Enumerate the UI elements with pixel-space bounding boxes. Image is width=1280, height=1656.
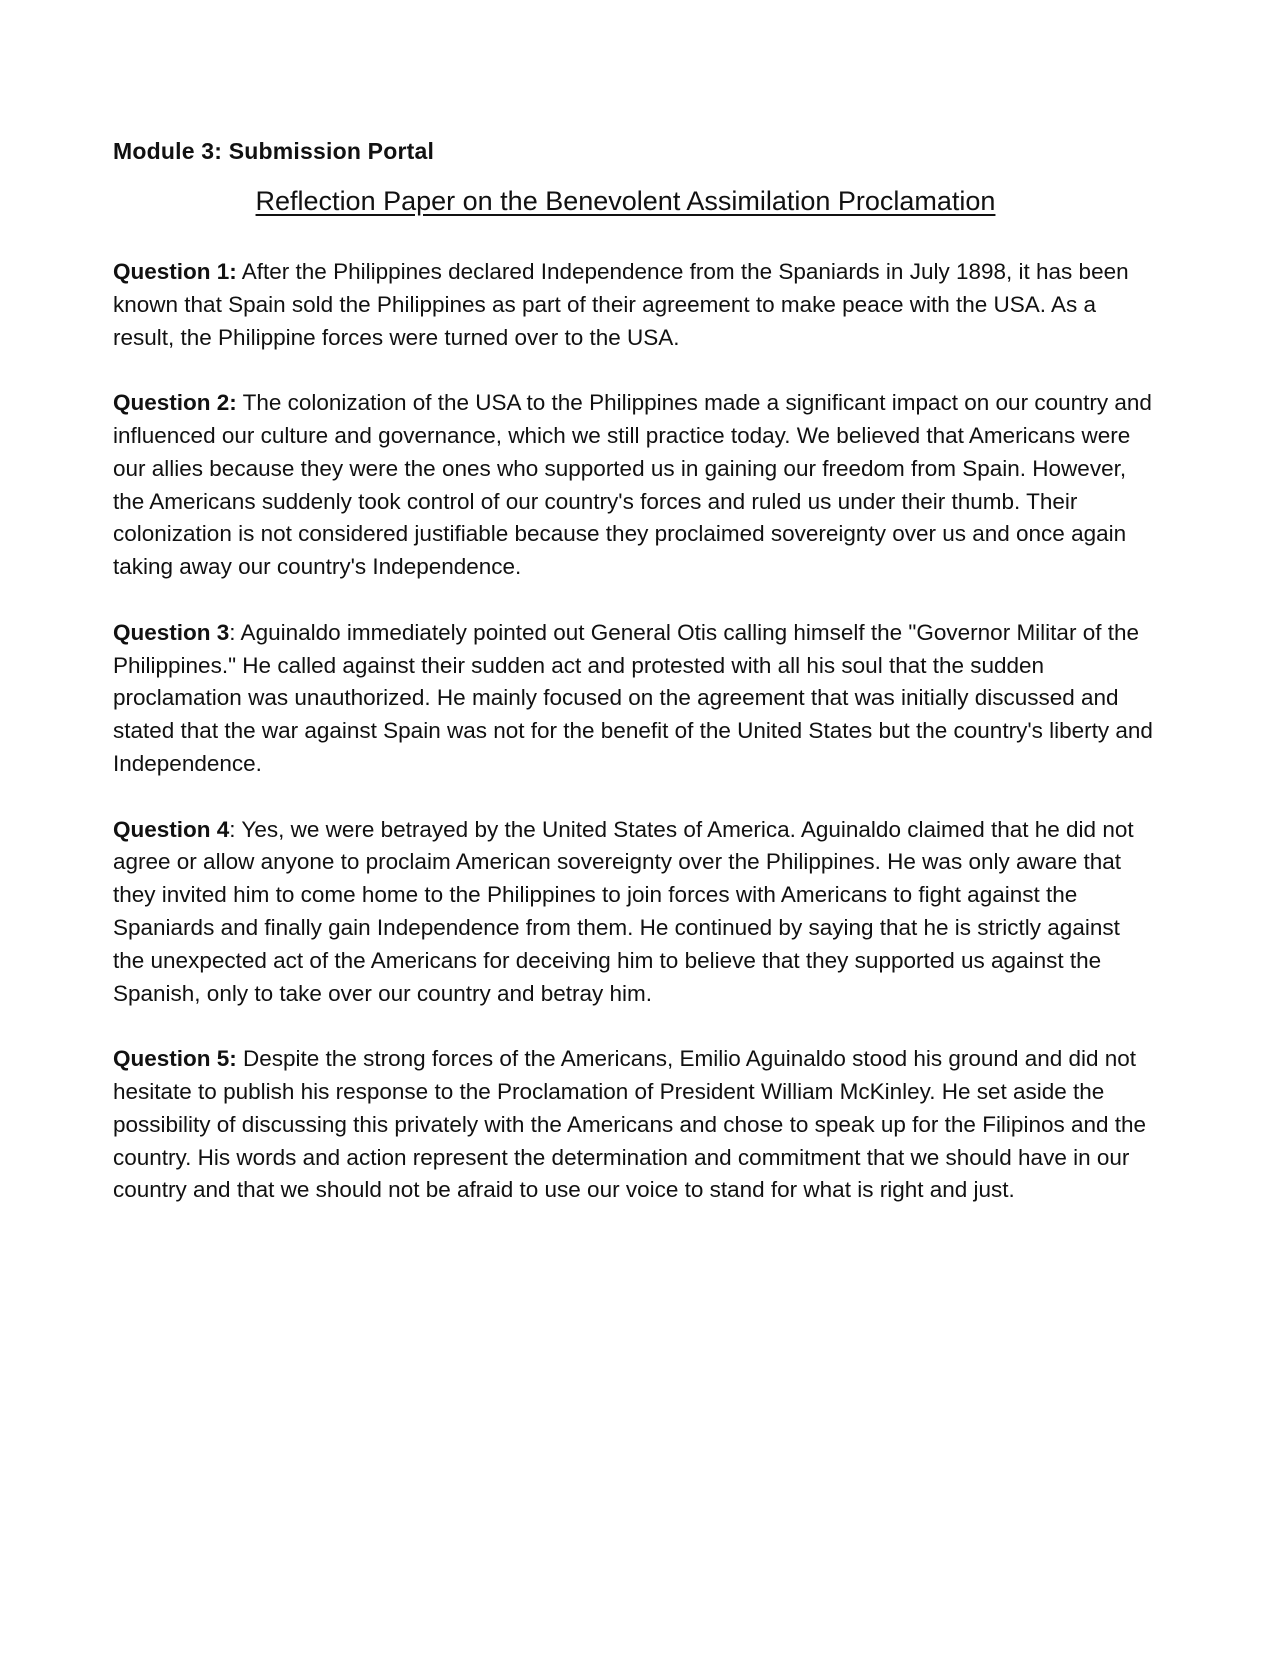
answers-section	[113, 256, 1153, 1240]
question-label: Question 1:	[113, 259, 237, 284]
answer-question-1	[113, 256, 1153, 354]
question-separator: :	[229, 619, 236, 645]
answer-question-4	[113, 814, 1153, 1011]
answer-question-5	[113, 1043, 1153, 1207]
question-separator: :	[229, 816, 236, 842]
question-label: Question 5:	[113, 1046, 237, 1072]
answer-question-3	[113, 617, 1153, 781]
answer-question-2	[113, 387, 1153, 584]
answer-text: Aguinaldo immediately pointed out General Otis calling himself the "Governor Militar of the Philippines." He called against their sudden act and protested with all his soul that the sudden proclamation was unauthorized. He mainly focused on the agreement that was initially discussed and stated that the war against Spain was not for the benefit of the United States but the country's liberty and Independence.	[113, 619, 1153, 776]
answer-text: After the Philippines declared Independence from the Spaniards in July 1898, it has been known that Spain sold the Philippines as part of their agreement to make peace with the USA. As a result, the Philippine forces were turned over to the USA.	[113, 259, 1129, 350]
question-label: Question 4	[113, 816, 230, 842]
question-label: Question 3	[113, 619, 230, 645]
answer-text: Despite the strong forces of the Americans, Emilio Aguinaldo stood his ground and did not hesitate to publish his response to the Proclamation of President William McKinley. He set aside the possibility of discussing this privately with the Americans and chose to speak up for the Filipinos and the country. His words and action represent the determination and commitment that we should have in our country and that we should not be afraid to use our voice to stand for what is right and just.	[113, 1046, 1147, 1203]
answer-text: Yes, we were betrayed by the United States of America. Aguinaldo claimed that he did not agree or allow anyone to proclaim American sovereignty over the Philippines. He was only aware that they invited him to come home to the Philippines to join forces with Americans to fight against the Spaniards and finally gain Independence from them. He continued by saying that he is strictly against the unexpected act of the Americans for deceiving him to believe that they supported us against the Spanish, only to take over our country and betray him.	[113, 816, 1134, 1006]
question-label: Question 2:	[113, 390, 237, 416]
module-heading: Module 3: Submission Portal	[113, 138, 435, 164]
answer-text: The colonization of the USA to the Philippines made a significant impact on our country and influenced our culture and governance, which we still practice today. We believed that Americans were our allies because they were the ones who supported us in gaining our freedom from Spain. However, the Americans suddenly took control of our country's forces and ruled us under their thumb. Their colonization is not considered justifiable because they proclaimed sovereignty over us and once again taking away our country's Independence.	[113, 390, 1152, 580]
document-title: Reflection Paper on the Benevolent Assimilation Proclamation	[255, 186, 996, 216]
